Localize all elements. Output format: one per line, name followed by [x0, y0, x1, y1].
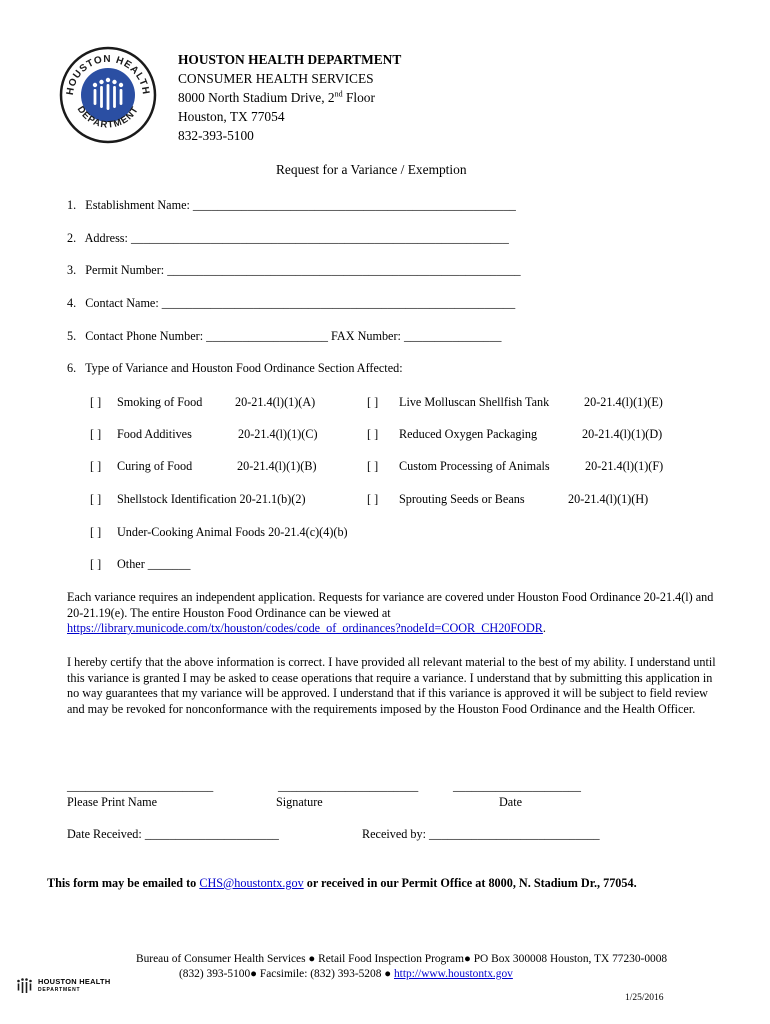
form-title: Request for a Variance / Exemption — [276, 162, 467, 177]
field-number: 2. — [67, 231, 77, 245]
footer-logo — [16, 976, 116, 996]
ordinance-link[interactable]: https://library.municode.com/tx/houston/codes/code_of_ordinances?nodeId=COOR_CH20FODR — [67, 621, 543, 636]
website-link[interactable]: http://www.houstontx.gov — [393, 968, 513, 980]
checkbox-sprouting-seeds-or-beans[interactable]: [ ] — [367, 492, 379, 506]
variance-option-label: Shellstock Identification 20-21.1(b)(2) — [117, 492, 306, 506]
address-blank[interactable]: ______________________________________________________________ — [131, 231, 509, 245]
address-floor: Floor — [342, 90, 375, 105]
field-contact-phone — [67, 329, 501, 344]
ordinance-code: 20-21.4(l)(1)(D) — [582, 427, 663, 441]
email-link[interactable]: CHS@houstontx.gov — [199, 876, 304, 890]
ordinance-code: 20-21.4(l)(1)(H) — [568, 492, 649, 506]
org-name: HOUSTON HEALTH DEPARTMENT — [178, 52, 402, 67]
division-name: CONSUMER HEALTH SERVICES — [178, 71, 374, 86]
field-number: 4. — [67, 296, 77, 310]
contact-phone-blank[interactable]: ____________________ — [206, 329, 328, 343]
field-permit — [67, 263, 521, 278]
checkbox-custom-processing-of-animals[interactable]: [ ] — [367, 459, 379, 473]
field-label: Contact Name: — [85, 296, 159, 310]
footer-contact: (832) 393-5100● Facsimile: (832) 393-5208 ● — [179, 968, 392, 980]
variance-heading-text: Type of Variance and Houston Food Ordinance Section Affected: — [85, 361, 403, 375]
field-number: 3. — [67, 263, 77, 277]
svg-text:HOUSTON HEALTH: HOUSTON HEALTH — [64, 53, 152, 96]
date-label: Date — [499, 795, 523, 809]
field-number: 1. — [67, 198, 77, 212]
ordinance-code: 20-21.4(l)(1)(F) — [585, 459, 664, 473]
variance-option-label: Live Molluscan Shellfish Tank — [399, 395, 550, 409]
checkbox-smoking-of-food[interactable]: [ ] — [90, 395, 102, 409]
field-number: 6. — [67, 361, 77, 375]
variance-option-label: Reduced Oxygen Packaging — [399, 427, 538, 441]
revision-date: 1/25/2016 — [625, 993, 664, 1003]
houston-health-icon — [16, 977, 34, 995]
variance-option-label: Under-Cooking Animal Foods 20-21.4(c)(4)(b) — [117, 525, 348, 539]
field-label: Establishment Name: — [85, 198, 190, 212]
ordinance-code: 20-21.4(l)(1)(E) — [584, 395, 663, 409]
contact-name-blank[interactable]: __________________________________________________________ — [161, 296, 516, 310]
variance-option-label: Custom Processing of Animals — [399, 459, 550, 473]
field-label: Address: — [84, 231, 128, 245]
checkbox-curing-of-food[interactable]: [ ] — [90, 459, 102, 473]
print-name-blank[interactable]: ________________________ — [67, 779, 214, 793]
signature-blank[interactable]: _______________________ — [278, 779, 419, 793]
address-sup: nd — [334, 89, 343, 99]
email-submission-line — [47, 876, 637, 891]
date-blank[interactable]: _____________________ — [453, 779, 581, 793]
field-establishment — [67, 198, 516, 213]
checkbox-shellstock-identification[interactable]: [ ] — [90, 492, 102, 506]
received-by-label: Received by: — [362, 827, 426, 841]
checkbox-under-cooking-animal-foods[interactable]: [ ] — [90, 525, 102, 539]
field-number: 5. — [67, 329, 77, 343]
signature-label: Signature — [276, 795, 323, 809]
certification-paragraph: I hereby certify that the above information is correct. I have provided all relevant material to the best of my ability. I understand until this variance is granted I may be asked to cease operations that require a variance. I understand that by submitting this application in no way guarantees that my variance will be approved. I understand that if this variance is approved it will be subject to field review and may be revoked for nonconformance with the requirements imposed by the Houston Food Ordinance and the Health Officer. — [67, 655, 716, 716]
variance-option-label: Curing of Food — [117, 459, 193, 473]
checkbox-other[interactable]: [ ] — [90, 557, 102, 571]
city-state-zip: Houston, TX 77054 — [178, 109, 285, 124]
received-by — [362, 827, 600, 842]
ordinance-code: 20-21.4(l)(1)(B) — [237, 459, 317, 473]
variance-option-label: Food Additives — [117, 427, 192, 441]
email-line-after: or received in our Permit Office at 8000, N. Stadium Dr., 77054. — [306, 876, 637, 890]
footer-line-1: Bureau of Consumer Health Services ● Retail Food Inspection Program● PO Box 300008 Houston, TX 77230-0008 — [136, 953, 668, 965]
variance-other-label: Other _______ — [117, 557, 191, 571]
date-received-label: Date Received: — [67, 827, 142, 841]
info-period: . — [542, 621, 546, 636]
ordinance-code: 20-21.4(l)(1)(C) — [238, 427, 318, 441]
email-line-before: This form may be emailed to — [47, 876, 197, 890]
footer-logo-line-2: DEPARTMENT — [38, 987, 81, 993]
address-street: 8000 North Stadium Drive, 2 — [178, 90, 335, 105]
info-paragraph — [67, 590, 727, 637]
permit-number-blank[interactable]: __________________________________________________________ — [167, 263, 521, 277]
date-received-blank[interactable]: ______________________ — [144, 827, 279, 841]
health-department-seal — [58, 45, 158, 145]
field-label: Contact Phone Number: — [85, 329, 204, 343]
address-line — [178, 90, 375, 106]
field-label: Permit Number: — [85, 263, 165, 277]
field-contact-name — [67, 296, 515, 311]
field-address — [67, 231, 509, 246]
ordinance-code: 20-21.4(l)(1)(A) — [235, 395, 316, 409]
establishment-name-blank[interactable]: _____________________________________________________ — [192, 198, 516, 212]
seal-icon — [58, 45, 158, 145]
print-name-label: Please Print Name — [67, 795, 158, 809]
fax-label: FAX Number: — [331, 329, 401, 343]
info-text: Each variance requires an independent application. Requests for variance are covered under Houston Food Ordinance 20-21.4(l) and 20-21.19(e). The entire Houston Food Ordinance can be viewed at — [67, 590, 714, 620]
variance-heading — [67, 361, 403, 376]
variance-option-label: Smoking of Food — [117, 395, 203, 409]
date-received — [67, 827, 279, 842]
received-by-blank[interactable]: ____________________________ — [429, 827, 600, 841]
fax-number-blank[interactable]: ________________ — [403, 329, 502, 343]
checkbox-live-molluscan-shellfish-tank[interactable]: [ ] — [367, 395, 379, 409]
checkbox-reduced-oxygen-packaging[interactable]: [ ] — [367, 427, 379, 441]
phone-number: 832-393-5100 — [178, 128, 254, 143]
variance-option-label: Sprouting Seeds or Beans — [399, 492, 525, 506]
footer-line-2 — [179, 967, 513, 981]
checkbox-food-additives[interactable]: [ ] — [90, 427, 102, 441]
footer-logo-line-1: HOUSTON HEALTH — [38, 977, 111, 986]
svg-text:DEPARTMENT: DEPARTMENT — [74, 104, 142, 131]
